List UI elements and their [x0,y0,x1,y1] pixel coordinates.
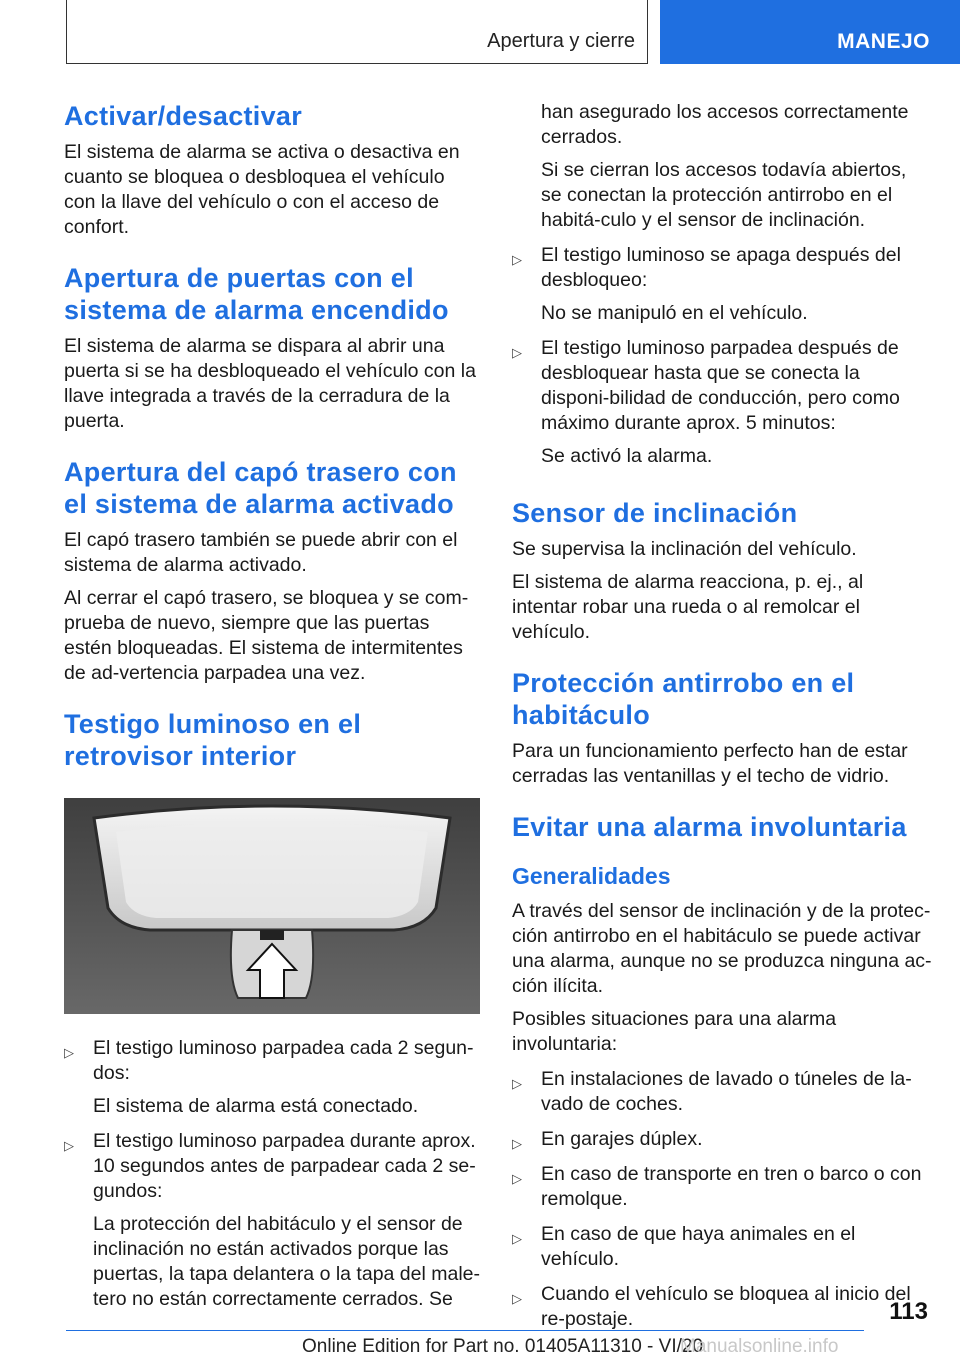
list-item: ▷ El testigo luminoso parpadea después de desbloquear hasta que se conecta la disponi‐bilidad de conducción, pero como máximo durante aprox. 5 minutos: Se activó la alarma. [512,337,900,467]
paragraph-activar: El sistema de alarma se activa o desactiva en cuanto se bloquea o desbloquea el vehículo con la llave del vehículo o con el acceso de confort. [64,141,460,238]
right-column [512,100,932,1342]
header-section [66,0,648,64]
testigo-list [64,1036,480,1312]
triangle-bullet-icon: ▷ [512,345,522,360]
paragraph-capo-1: El capó trasero también se puede abrir con el sistema de alarma activado. [64,529,458,576]
page-number: 113 [889,1298,928,1325]
heading-evitar-alarma: Evitar una alarma involuntaria [512,812,907,842]
heading-apertura-puertas: Apertura de puertas con el sistema de alarma encendido [64,263,449,325]
paragraph-sensor-2: El sistema de alarma reacciona, p. ej., al intentar robar una rueda o al remolcar el vehículo. [512,571,864,643]
mirror-illustration [64,798,480,1014]
heading-generalidades: Generalidades [512,863,671,889]
section-title: Apertura y cierre [487,30,635,52]
header-chapter [660,0,960,64]
paragraph-continuation-2: Si se cierran los accesos todavía abiertos, se conectan la protección antirrobo en el habitá‐culo y el sensor de inclinación. [541,159,907,231]
list-item: ▷ El testigo luminoso parpadea durante aprox. 10 segundos antes de parpadear cada 2 se‐gundos: La protección del habitáculo y el sensor de inclinación no están activados porque las puertas, la tapa delantera o la tapa del male‐tero no están correctamente cerrados. Se [64,1130,481,1310]
list-item: ▷ En instalaciones de lavado o túneles de la‐vado de coches. [512,1068,912,1115]
heading-proteccion-antirrobo: Protección antirrobo en el habitáculo [512,668,855,730]
paragraph-capo-2: Al cerrar el capó trasero, se bloquea y se com‐prueba de nuevo, siempre que las puertas estén bloqueadas. El sistema de intermitentes de ad‐vertencia parpadea una vez. [64,587,469,684]
heading-apertura-capo: Apertura del capó trasero con el sistema de alarma activado [64,457,457,519]
paragraph-generalidades-1: A través del sensor de inclinación y de la protec‐ción antirrobo en el habitáculo se puede activar una alarma, aunque no se produzca ninguna ac‐ción ilícita. [512,900,932,997]
triangle-bullet-icon: ▷ [512,1171,522,1186]
chapter-title: MANEJO [837,30,930,53]
list-item: ▷ En caso de transporte en tren o barco o con remolque. [512,1163,922,1210]
testigo-list-continued [512,243,932,469]
paragraph-proteccion: Para un funcionamiento perfecto han de estar cerradas las ventanillas y el techo de vidrio. [512,740,908,787]
left-column [64,100,480,1322]
triangle-bullet-icon: ▷ [64,1138,74,1153]
situaciones-list [512,1067,932,1332]
list-item: ▷ En garajes dúplex. [512,1127,932,1152]
mirror-icon [64,798,480,1014]
triangle-bullet-icon: ▷ [512,1291,522,1306]
list-item: ▷ El testigo luminoso se apaga después del desbloqueo: No se manipuló en el vehículo. [512,244,901,324]
list-item: ▷ En caso de que haya animales en el vehículo. [512,1223,856,1270]
watermark: Manualsonline.info [680,1336,839,1357]
triangle-bullet-icon: ▷ [64,1045,74,1060]
heading-testigo: Testigo luminoso en el retrovisor interior [64,709,362,771]
triangle-bullet-icon: ▷ [512,1231,522,1246]
triangle-bullet-icon: ▷ [512,1076,522,1091]
paragraph-apertura-puertas: El sistema de alarma se dispara al abrir una puerta si se ha desbloqueado el vehículo con la llave integrada a través de la cerradura de la puerta. [64,335,476,432]
paragraph-continuation-1: han asegurado los accesos correctamente cerrados. [541,101,909,148]
footer-divider [66,1330,864,1331]
heading-sensor-inclinacion: Sensor de inclinación [512,498,798,528]
heading-activar: Activar/desactivar [64,101,303,131]
footer-edition: Online Edition for Part no. 01405A11310 - VI/20 [302,1336,704,1357]
list-item: ▷ El testigo luminoso parpadea cada 2 segun‐dos: El sistema de alarma está conectado. [64,1037,474,1117]
list-item: ▷ Cuando el vehículo se bloquea al inicio del re‐postaje. [512,1283,911,1330]
triangle-bullet-icon: ▷ [512,252,522,267]
paragraph-sensor-1: Se supervisa la inclinación del vehículo. [512,538,857,560]
paragraph-generalidades-2: Posibles situaciones para una alarma involuntaria: [512,1008,837,1055]
triangle-bullet-icon: ▷ [512,1136,522,1151]
